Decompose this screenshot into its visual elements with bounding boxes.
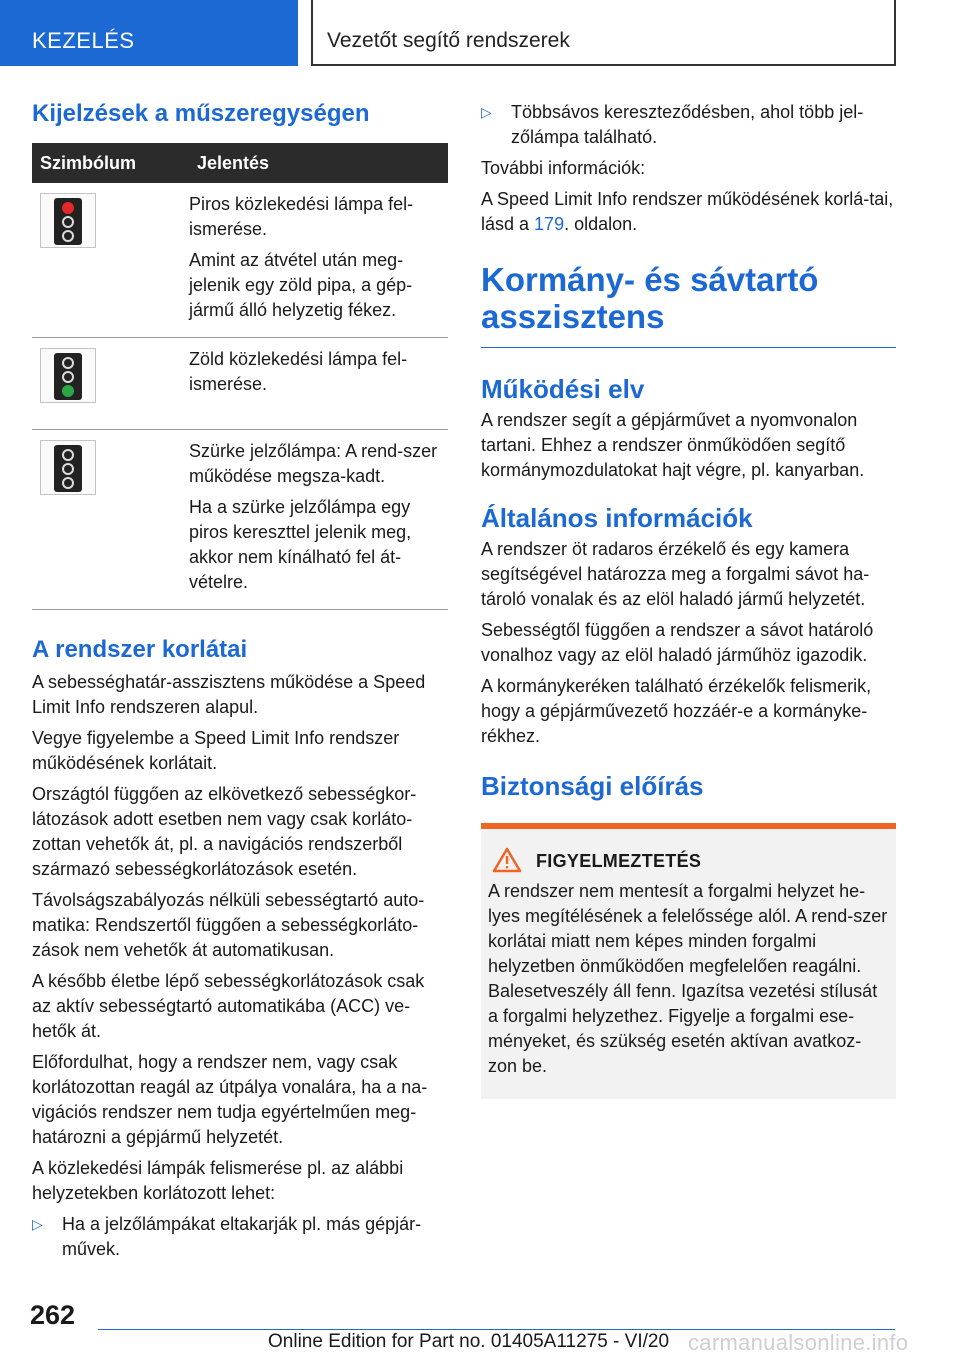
more-info-label: További információk: — [481, 158, 646, 178]
table-cell-symbol — [32, 183, 189, 338]
table-row — [32, 430, 448, 610]
meaning-text: Ha a szürke jelzőlámpa egy piros kereszttel jelenik meg, akkor nem kínálható fel át-vételre. — [189, 497, 412, 592]
limits-section-title: A rendszer korlátai — [32, 636, 248, 663]
warning-box — [481, 823, 896, 1099]
principle-title: Működési elv — [481, 374, 645, 404]
meaning-text: Szürke jelzőlámpa: A rend-szer működése megsza-kadt. — [189, 441, 438, 486]
watermark: carmanualsonline.info — [688, 1330, 909, 1355]
table-cell-symbol — [32, 430, 189, 610]
table-header-meaning: Jelentés — [189, 143, 448, 183]
table-header-row — [32, 143, 448, 183]
display-section-title: Kijelzések a műszeregységen — [32, 100, 370, 127]
table-cell-symbol — [32, 338, 189, 430]
table-row — [32, 183, 448, 338]
triangle-bullet-icon: ▷ — [481, 104, 492, 120]
table-row — [32, 338, 448, 430]
right-column — [481, 100, 896, 1099]
meaning-text: Zöld közlekedési lámpa fel-ismerése. — [189, 349, 408, 394]
general-paragraph: Sebességtől függően a rendszer a sávot határoló vonalhoz vagy az elöl haladó járműhöz igazodik. — [481, 620, 874, 665]
table-header-symbol: Szimbólum — [32, 143, 189, 183]
general-paragraph: A kormánykeréken található érzékelők felismerik, hogy a gépjárművezető hozzáér-e a kormányke-rékhez. — [481, 676, 872, 746]
triangle-bullet-icon: ▷ — [32, 1216, 43, 1232]
meaning-text: Piros közlekedési lámpa fel-ismerése. — [189, 194, 414, 239]
warning-triangle-icon — [492, 847, 526, 875]
limits-paragraph: Előfordulhat, hogy a rendszer nem, vagy csak korlátozottan reagál az útpálya vonalára, ha a na-vigációs rendszer nem tudja egyértelműen meg-határozni a gépjármű helyzetét. — [32, 1052, 428, 1147]
limits-paragraph: Országtól függően az elkövetkező sebességkor-látozások adott esetben nem vagy csak korláto-zottan vehetők át, pl. a navigációs rendszerből származó sebességkorlátozások esetén. — [32, 784, 417, 879]
bullet-text: Többsávos kereszteződésben, ahol több jel-zőlámpa található. — [511, 102, 864, 147]
reference-text: A Speed Limit Info rendszer működésének korlá-tai, lásd a — [481, 189, 894, 234]
general-paragraph: A rendszer öt radaros érzékelő és egy kamera segítségével határozza meg a forgalmi sávot ha-tároló vonalak és az elöl haladó jármű helyzetét. — [481, 539, 870, 609]
traffic-light-grey-icon — [40, 440, 96, 495]
symbol-table — [32, 143, 448, 610]
page-reference-link[interactable]: 179 — [534, 214, 565, 234]
limits-paragraph: A később életbe lépő sebességkorlátozások csak az aktív sebességtartó automatikába (ACC) ve-hetők át. — [32, 971, 425, 1041]
table-cell-meaning — [189, 338, 448, 430]
safety-title: Biztonsági előírás — [481, 771, 704, 801]
meaning-text: Amint az átvétel után meg-jelenik egy zöld pipa, a gép-jármű álló helyzetig fékez. — [189, 250, 413, 320]
limits-paragraph: Vegye figyelembe a Speed Limit Info rendszer működésének korlátait. — [32, 728, 400, 773]
general-info-title: Általános információk — [481, 503, 753, 533]
reference-text-end: . oldalon. — [564, 214, 638, 234]
speed-limit-reference — [481, 187, 896, 237]
list-item — [32, 1212, 448, 1262]
footer-edition: Online Edition for Part no. 01405A11275 - VI/20 — [268, 1331, 670, 1352]
warning-text: A rendszer nem mentesít a forgalmi helyzet he-lyes megítélésének a felelőssége alól. A rend-szer korlátai miatt nem képes minden forgalmi helyzetben önműködően megfelelően reagálni. Balesetveszély áll fenn. Igazítsa vezetési stílusát a forgalmi helyzethez. Figyelje a forgalmi ese-ményeket, és szükség esetén aktívan avatkoz-zon be. — [488, 881, 888, 1076]
list-item — [481, 100, 896, 150]
page-number: 262 — [30, 1300, 76, 1330]
left-column — [32, 100, 448, 1268]
bullet-text: Ha a jelzőlámpákat eltakarják pl. más gépjár-művek. — [62, 1214, 422, 1259]
limits-bullet-list — [32, 1212, 448, 1262]
table-cell-meaning — [189, 183, 448, 338]
header-chapter-label: Vezetőt segítő rendszerek — [327, 29, 570, 52]
principle-text: A rendszer segít a gépjárművet a nyomvonalon tartani. Ehhez a rendszer önműködően segítő kormánymozdulatokat hajt végre, pl. kanyarban. — [481, 410, 865, 480]
traffic-light-red-icon — [40, 193, 96, 248]
header-chapter-box — [311, 0, 896, 66]
header-section-tab — [0, 0, 298, 66]
traffic-light-green-icon — [40, 348, 96, 403]
header-section-label: KEZELÉS — [32, 28, 135, 53]
continued-bullet-list — [481, 100, 896, 150]
limits-paragraph: A közlekedési lámpák felismerése pl. az alábbi helyzetekben korlátozott lehet: — [32, 1158, 404, 1203]
warning-title: FIGYELMEZTETÉS — [536, 850, 702, 871]
main-section-title: Kormány- és sávtartó asszisztens — [481, 261, 896, 348]
limits-paragraph: A sebességhatár-asszisztens működése a Speed Limit Info rendszeren alapul. — [32, 672, 426, 717]
limits-paragraph: Távolságszabályozás nélküli sebességtartó auto-matika: Rendszertől függően a sebességkorláto-zások nem vehetők át automatikusan. — [32, 890, 425, 960]
table-cell-meaning — [189, 430, 448, 610]
